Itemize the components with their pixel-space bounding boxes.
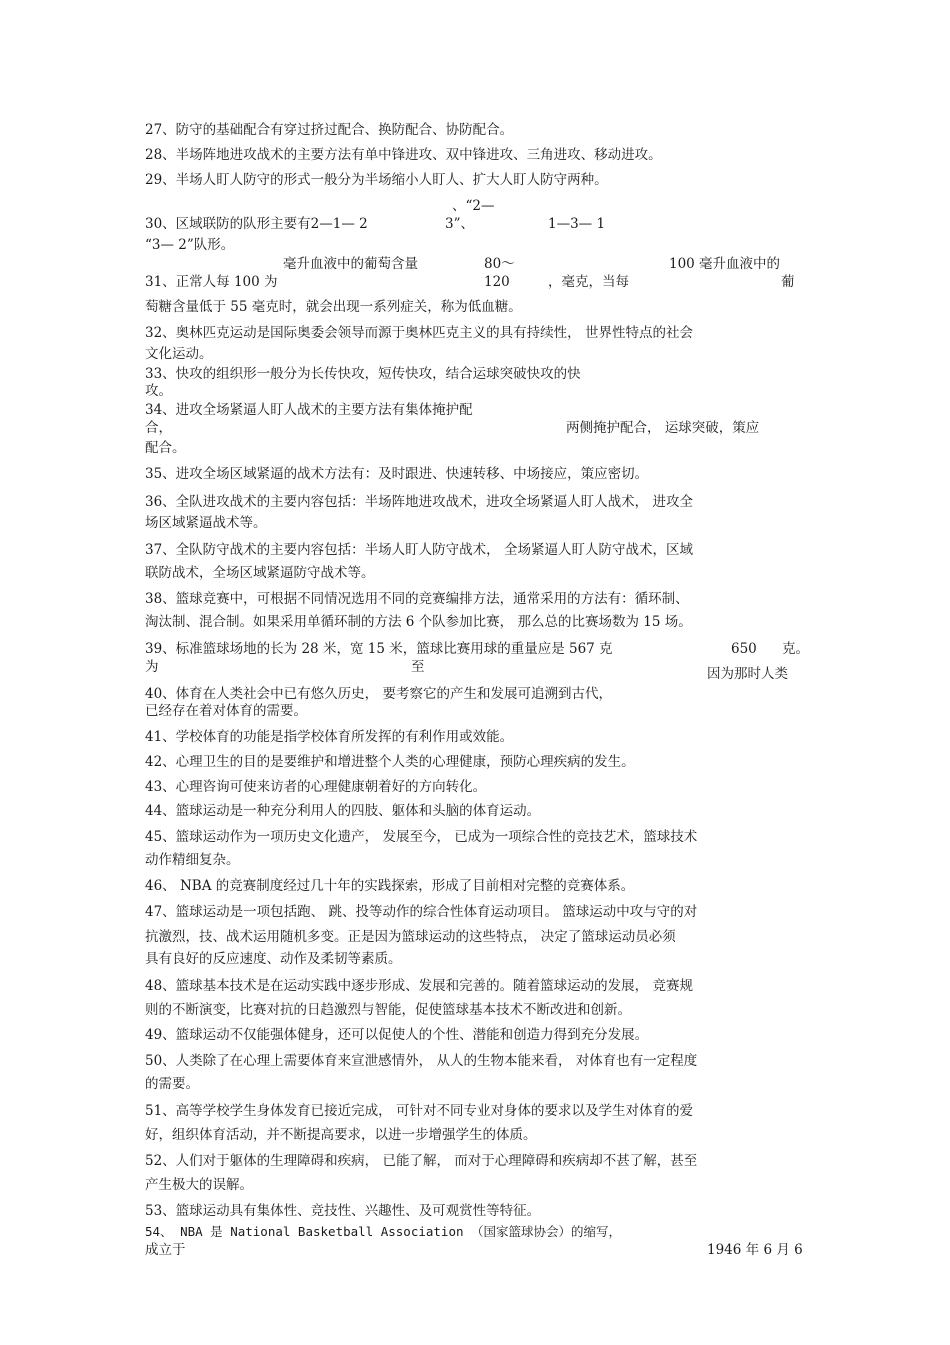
line-48-a: 48、篮球基本技术是在运动实践中逐步形成、发展和完善的。随着篮球运动的发展， 竞赛规: [145, 978, 693, 994]
line-48-b: 则的不断演变，比赛对抗的日趋激烈与智能，促使篮球基本技术不断改进和创新。: [145, 1002, 631, 1018]
line-29: 29、半场人盯人防守的形式一般分为半场缩小人盯人、扩大人盯人防守两种。: [145, 172, 608, 188]
line-49: 49、篮球运动不仅能强体健身，还可以促使人的个性、潜能和创造力得到充分发展。: [145, 1027, 649, 1043]
line-34-b: 合，: [145, 420, 172, 436]
line-31-top-c: 100 毫升血液中的: [669, 256, 781, 272]
line-31-c: ，毫克，当每: [548, 274, 629, 290]
line-30-d: “3— 2”队形。: [145, 237, 235, 253]
line-28: 28、半场阵地进攻战术的主要方法有单中锋进攻、双中锋进攻、三角进攻、移动进攻。: [145, 147, 662, 163]
line-37-b: 联防战术，全场区域紧逼防守战术等。: [145, 565, 375, 581]
line-30-top: 、“2—: [452, 198, 495, 214]
line-40-b: 已经存在着对体育的需要。: [145, 703, 307, 719]
line-40-a: 40、体育在人类社会中已有悠久历史， 要考察它的产生和发展可追溯到古代，: [145, 686, 612, 702]
line-37-a: 37、全队防守战术的主要内容包括：半场人盯人防守战术， 全场紧逼人盯人防守战术，区域: [145, 542, 693, 558]
line-42: 42、心理卫生的目的是要维护和增进整个人类的心理健康，预防心理疾病的发生。: [145, 754, 635, 770]
line-39-f: 因为那时人类: [707, 666, 788, 682]
line-32-b: 文化运动。: [145, 346, 213, 362]
line-31-top-b: 80～: [484, 256, 515, 272]
line-52-b: 产生极大的误解。: [145, 1177, 253, 1193]
line-38-b: 淘汰制、混合制。如果采用单循环制的方法 6 个队参加比赛， 那么总的比赛场数为 15 场。: [145, 614, 692, 630]
line-27: 27、防守的基础配合有穿过挤过配合、换防配合、协防配合。: [145, 122, 514, 138]
line-31-a: 31、正常人每 100 为: [145, 274, 278, 290]
line-38-a: 38、篮球竞赛中，可根据不同情况选用不同的竞赛编排方法，通常采用的方法有：循环制、: [145, 591, 689, 607]
line-46: 46、 NBA 的竞赛制度经过几十年的实践探索，形成了目前相对完整的竞赛体系。: [145, 878, 635, 894]
line-39-e: 至: [411, 659, 425, 675]
line-32-a: 32、奥林匹克运动是国际奥委会领导而源于奥林匹克主义的具有持续性， 世界性特点的社会: [145, 325, 693, 341]
line-34-d: 配合。: [145, 440, 186, 456]
line-36-a: 36、全队进攻战术的主要内容包括：半场阵地进攻战术，进攻全场紧逼人盯人战术， 进攻全: [145, 494, 693, 510]
line-39-b: 650: [731, 641, 757, 657]
line-53: 53、篮球运动具有集体性、竞技性、兴趣性、及可观赏性等特征。: [145, 1203, 541, 1219]
line-30-b: 3”、: [445, 216, 474, 232]
line-45-b: 动作精细复杂。: [145, 852, 240, 868]
line-30-c: 1—3— 1: [548, 216, 606, 232]
line-44: 44、篮球运动是一种充分利用人的四肢、躯体和头脑的体育运动。: [145, 803, 541, 819]
line-47-a: 47、篮球运动是一项包括跑、 跳、投等动作的综合性体育运动项目。 篮球运动中攻与守的对: [145, 904, 698, 920]
line-54-a: 54、 NBA 是 National Basketball Association （国家篮球协会）的缩写，: [145, 1224, 622, 1239]
line-51-b: 好，组织体育活动，并不断提高要求，以进一步增强学生的体质。: [145, 1127, 537, 1143]
line-34-a: 34、进攻全场紧逼人盯人战术的主要方法有集体掩护配: [145, 402, 473, 418]
line-34-c: 两侧掩护配合， 运球突破，策应: [566, 420, 760, 436]
line-33-b: 攻。: [145, 383, 172, 399]
line-50-b: 的需要。: [145, 1076, 199, 1092]
line-52-a: 52、人们对于躯体的生理障碍和疾病， 已能了解， 而对于心理障碍和疾病却不甚了解，甚至: [145, 1153, 698, 1169]
line-39-a: 39、标准篮球场地的长为 28 米，宽 15 米，篮球比赛用球的重量应是 567 克: [145, 641, 613, 657]
line-43: 43、心理咨询可使来访者的心理健康朝着好的方向转化。: [145, 779, 487, 795]
line-54-b: 成立于: [145, 1242, 186, 1258]
line-31-d: 葡: [781, 274, 795, 290]
line-31-top-a: 毫升血液中的葡萄含量: [283, 256, 418, 272]
line-41: 41、学校体育的功能是指学校体育所发挥的有利作用或效能。: [145, 729, 514, 745]
line-30-a: 30、区域联防的队形主要有2—1— 2: [145, 216, 368, 232]
line-47-b: 抗激烈，技、战术运用随机多变。正是因为篮球运动的这些特点， 决定了篮球运动员必须: [145, 929, 676, 945]
line-51-a: 51、高等学校学生身体发育已接近完成， 可针对不同专业对身体的要求以及学生对体育的爱: [145, 1103, 693, 1119]
line-35: 35、进攻全场区域紧逼的战术方法有：及时跟进、快速转移、中场接应，策应密切。: [145, 466, 649, 482]
line-54-c: 1946 年 6 月 6: [707, 1242, 803, 1258]
line-31-e: 萄糖含量低于 55 毫克时，就会出现一系列症关，称为低血糖。: [145, 299, 522, 315]
line-39-d: 为: [145, 659, 159, 675]
line-50-a: 50、人类除了在心理上需要体育来宣泄感情外， 从人的生物本能来看， 对体育也有一定程度: [145, 1053, 698, 1069]
line-31-b: 120: [484, 274, 510, 290]
line-45-a: 45、篮球运动作为一项历史文化遗产， 发展至今， 已成为一项综合性的竞技艺术，篮球技术: [145, 829, 698, 845]
line-47-c: 具有良好的反应速度、动作及柔韧等素质。: [145, 951, 402, 967]
line-33-a: 33、快攻的组织形一般分为长传快攻，短传快攻，结合运球突破快攻的快: [145, 366, 581, 382]
line-39-c: 克。: [782, 641, 809, 657]
line-36-b: 场区域紧逼战术等。: [145, 515, 267, 531]
